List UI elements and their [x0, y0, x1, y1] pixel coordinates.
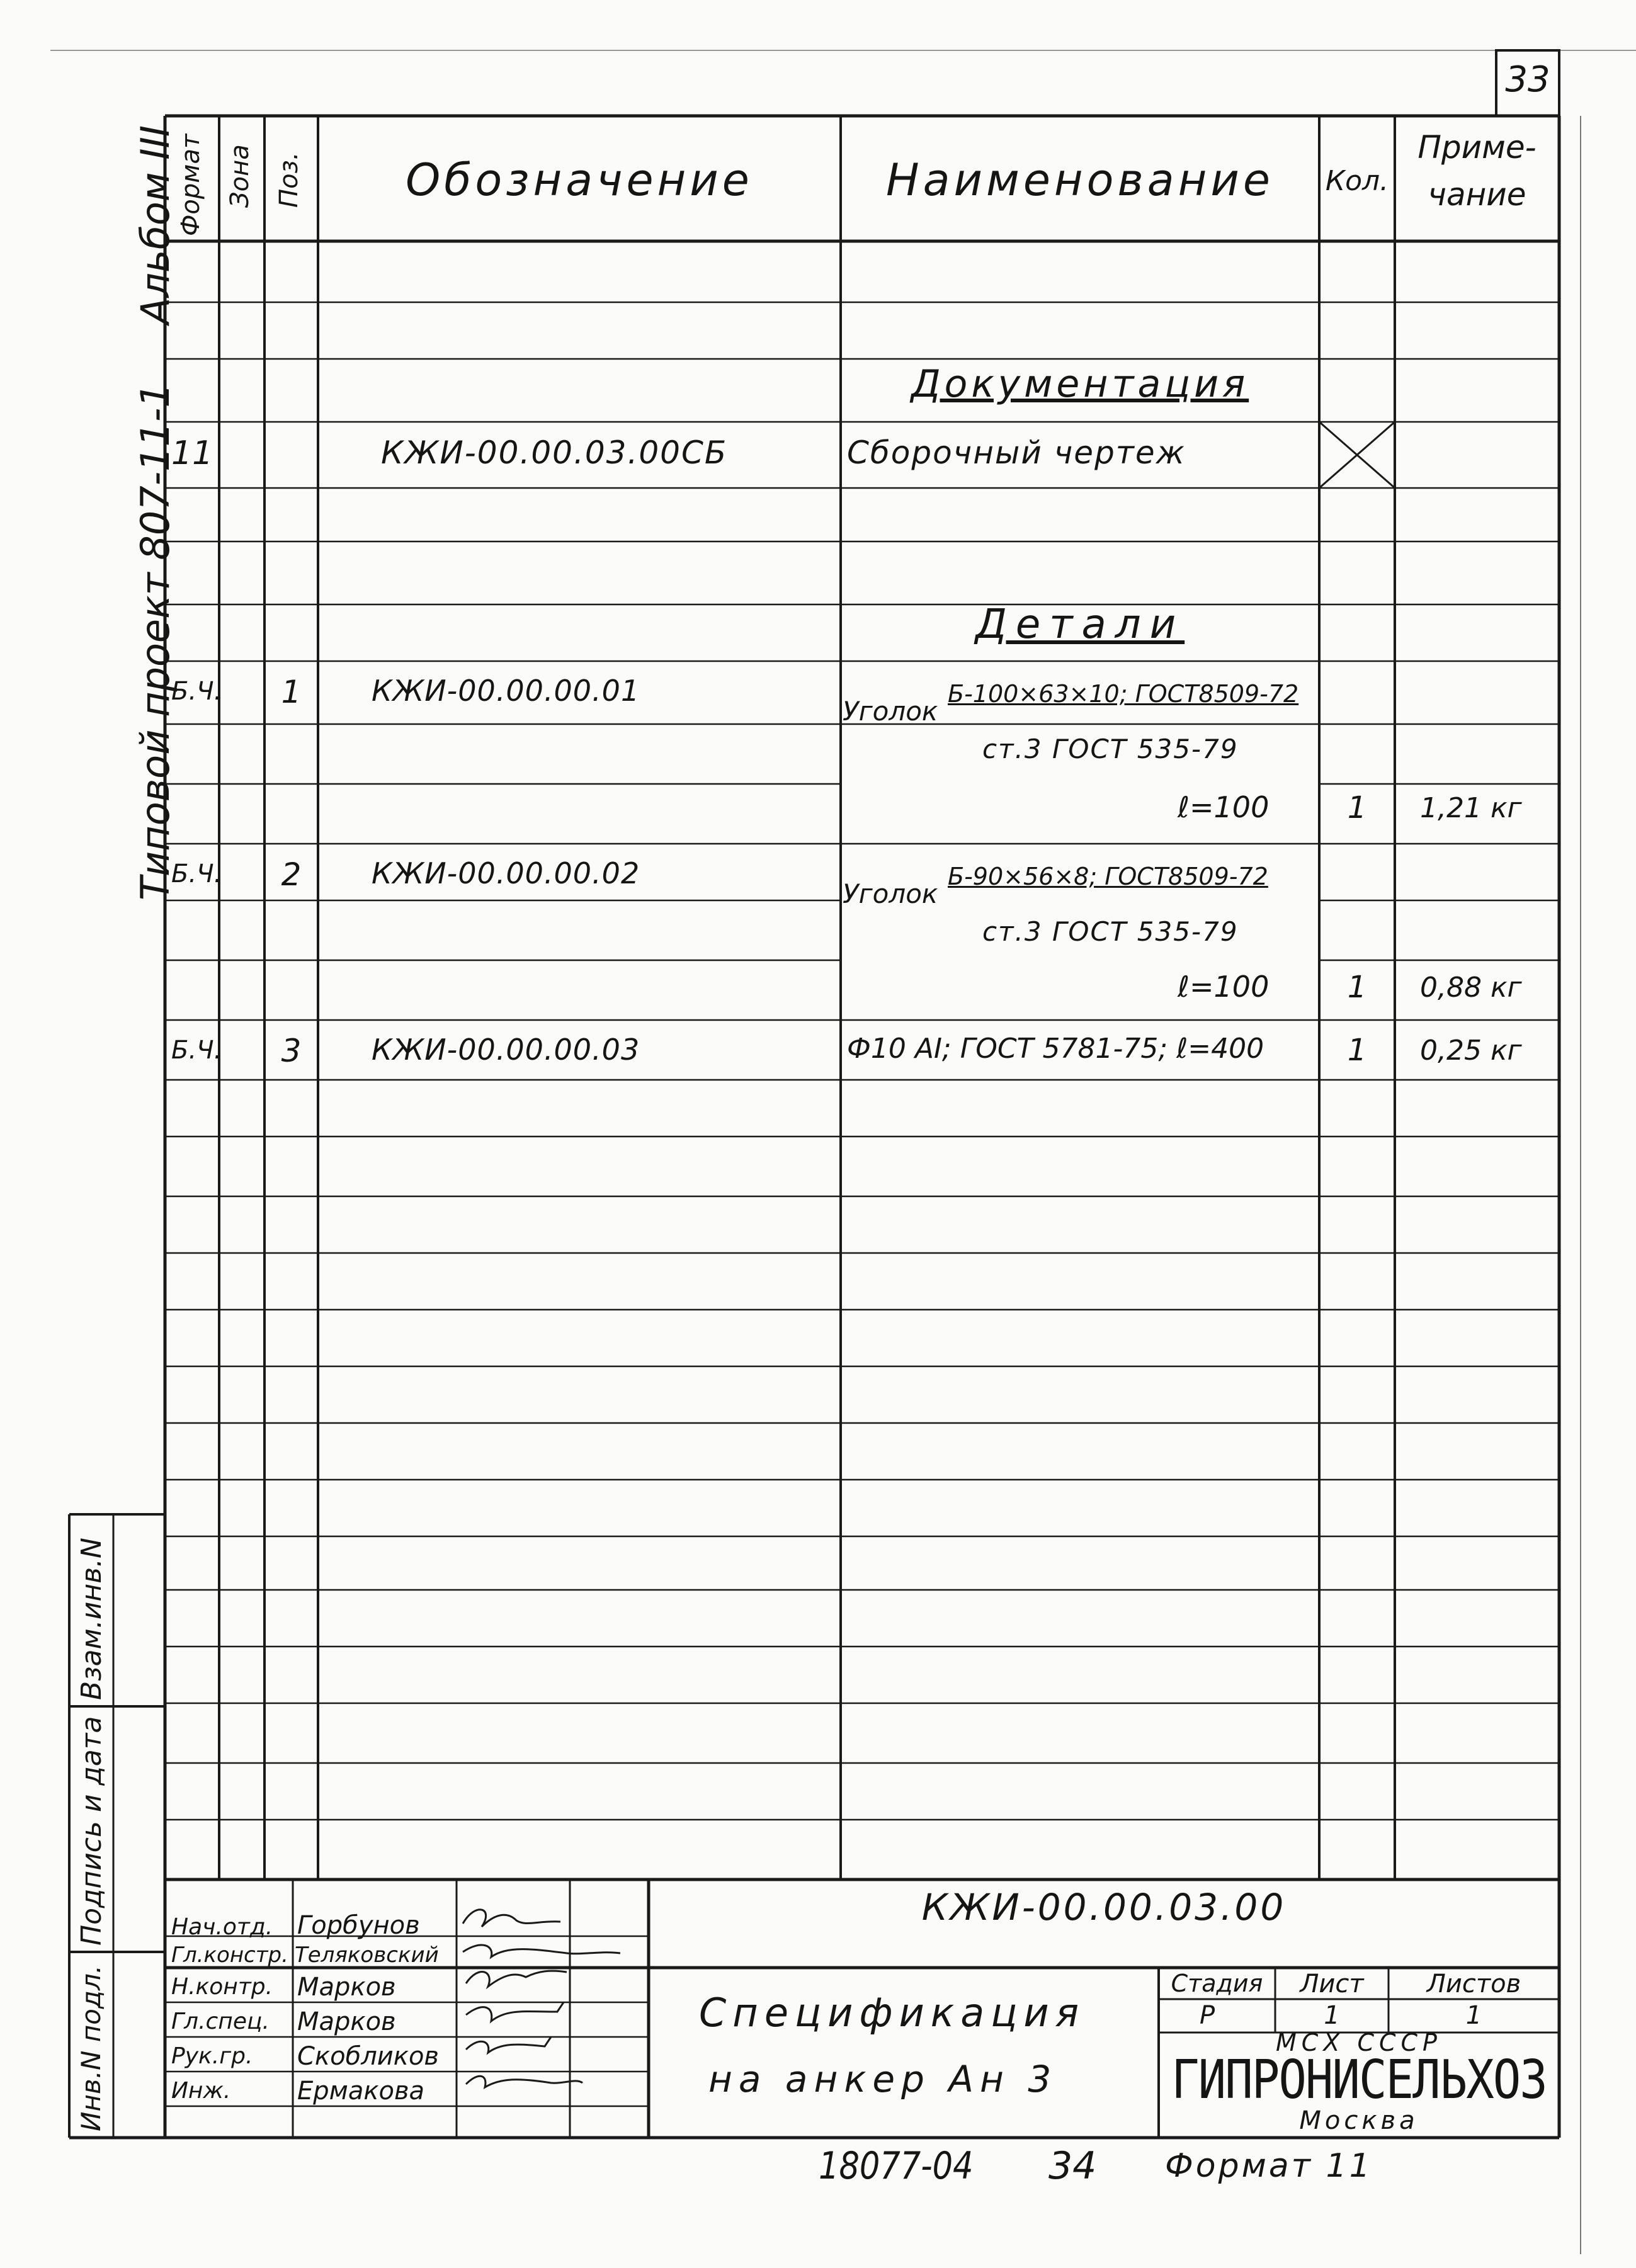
item3-mass: 0,25 кг [1420, 1035, 1522, 1067]
name-telyakovsky: Теляковский [295, 1942, 439, 1968]
item2-steel: ст.3 ГОСТ 535-79 [982, 916, 1239, 947]
stage-value: Р [1200, 2001, 1215, 2030]
item2-format: Б.Ч. [171, 859, 222, 888]
header-zone: Зона [225, 144, 254, 208]
item3-qty: 1 [1347, 1033, 1367, 1068]
stage-label: Стадия [1171, 1970, 1263, 1997]
item1-qty: 1 [1347, 790, 1367, 825]
item3-pos: 3 [281, 1033, 302, 1069]
organization: ГИПРОНИСЕЛЬХОЗ [1171, 2048, 1547, 2111]
sheet-label: Лист [1300, 1970, 1364, 1999]
name-ermakova: Ермакова [297, 2077, 425, 2106]
item1-name-prefix: Уголок [843, 696, 938, 727]
header-note-line2: чание [1428, 176, 1526, 213]
role-head-dept: Нач.отд. [171, 1914, 273, 1940]
inv-number-label: Инв.N подл. [76, 1965, 106, 2131]
header-designation: Обозначение [406, 154, 753, 206]
item1-mass: 1,21 кг [1420, 792, 1522, 824]
item2-length: ℓ=100 [1178, 970, 1270, 1004]
item1-steel: ст.3 ГОСТ 535-79 [982, 734, 1239, 764]
ministry: МСХ СССР [1276, 2029, 1442, 2056]
doc-code: КЖИ-00.00.03.00 [921, 1886, 1287, 1929]
role-chief-specialist: Гл.спец. [171, 2009, 270, 2034]
name-markov-2: Марков [297, 2007, 396, 2036]
role-chief-designer: Гл.констр. [171, 1942, 288, 1968]
name-markov-1: Марков [297, 1973, 396, 2002]
project-label: Типовой проект 807-11-1 [132, 383, 178, 900]
role-norm-control: Н.контр. [171, 1974, 273, 2000]
name-gorbunov: Горбунов [297, 1911, 420, 1940]
header-format: Формат [176, 133, 205, 236]
sheet-value: 1 [1324, 2001, 1340, 2030]
item3-name: Ф10 АI; ГОСТ 5781-75; ℓ=400 [847, 1033, 1264, 1065]
item2-profile: Б-90×56×8; ГОСТ8509-72 [948, 863, 1268, 890]
item3-designation: КЖИ-00.00.00.03 [372, 1033, 640, 1067]
item2-mass: 0,88 кг [1420, 972, 1522, 1004]
vzam-inv-label: Взам.инв.N [76, 1538, 108, 1700]
item1-length: ℓ=100 [1178, 790, 1270, 824]
role-group-lead: Рук.гр. [171, 2043, 253, 2069]
signatures [457, 1883, 630, 2135]
doc-title-line1: Спецификация [699, 1990, 1086, 2036]
doc-name: Сборочный чертеж [847, 434, 1186, 471]
item2-qty: 1 [1347, 970, 1367, 1005]
section-documentation: Документация [911, 362, 1249, 406]
signature-date-label: Подпись и дата [76, 1716, 108, 1946]
item1-pos: 1 [281, 674, 302, 710]
item2-name-prefix: Уголок [843, 878, 938, 909]
sheet-number: 33 [1505, 59, 1550, 100]
doc-title-line2: на анкер Ан 3 [708, 2058, 1058, 2101]
header-note-line1: Приме- [1417, 129, 1537, 166]
item1-format: Б.Ч. [171, 677, 222, 706]
footer-format: Формат 11 [1165, 2147, 1373, 2185]
header-qty: Кол. [1325, 165, 1389, 197]
header-name: Наименование [886, 154, 1274, 206]
footer-number: 18077-04 [819, 2144, 974, 2188]
doc-designation: КЖИ-00.00.03.00СБ [381, 434, 728, 471]
footer-page: 34 [1048, 2144, 1097, 2188]
item1-designation: КЖИ-00.00.00.01 [372, 674, 640, 708]
item1-profile: Б-100×63×10; ГОСТ8509-72 [948, 680, 1299, 708]
album-label: Альбом III [132, 125, 178, 324]
item2-designation: КЖИ-00.00.00.02 [372, 856, 640, 890]
sheets-value: 1 [1465, 2001, 1482, 2030]
role-engineer: Инж. [171, 2078, 231, 2104]
item3-format: Б.Ч. [171, 1036, 222, 1065]
sheets-label: Листов [1426, 1970, 1521, 1999]
section-details: Детали [975, 601, 1185, 648]
name-skoblikov: Скобликов [297, 2042, 439, 2071]
city: Москва [1299, 2106, 1419, 2135]
header-pos: Поз. [275, 152, 304, 208]
item2-pos: 2 [281, 856, 302, 893]
doc-format: 11 [171, 434, 213, 472]
